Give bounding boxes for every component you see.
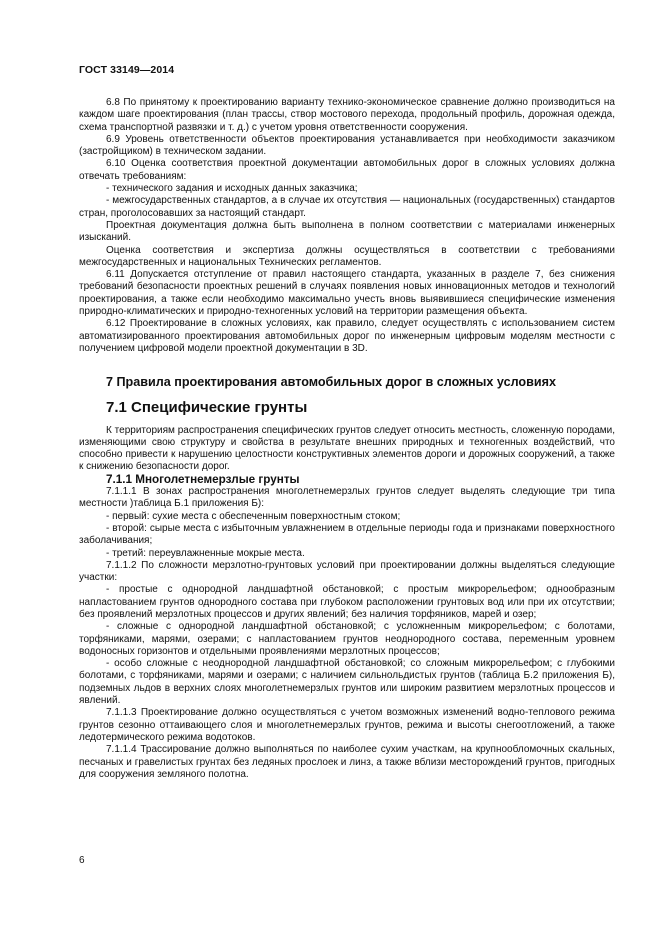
paragraph: Проектная документация должна быть выполнена в полном соответствии с материалами инженерных изысканий. bbox=[79, 219, 615, 244]
paragraph: 7.1.1.4 Трассирование должно выполняться по наиболее сухим участкам, на крупнообломочных скальных, песчаных и гравелистых грунтах без ледяных прослоек и линз, а также вблизи месторождений грунтов, пригодных для сооружения земляного полотна. bbox=[79, 744, 615, 780]
paragraph: 7.1.1.2 По сложности мерзлотно-грунтовых условий при проектировании должны выделяться следующие участки: bbox=[79, 559, 615, 584]
page-number: 6 bbox=[79, 855, 85, 866]
paragraph: 6.9 Уровень ответственности объектов проектирования устанавливается при необходимости заказчиком (застройщиком) в техническом задании. bbox=[79, 133, 615, 158]
paragraphs-section-7 bbox=[79, 486, 615, 781]
paragraph: 6.11 Допускается отступление от правил настоящего стандарта, указанных в разделе 7, без снижения требований безопасности проектных решений в случаях появления новых инновационных методов и технологий проектирования, а также если необходимо максимально учесть вновь выявившиеся специфические изменения природно-климатических и природно-техногенных условий на территории размещения объекта. bbox=[79, 269, 615, 318]
list-item: - сложные с однородной ландшафтной обстановкой; с усложненным микрорельефом; с болотами, торфяниками, марями, озерами; с напластованием грунтов неоднородного состава, переменным уровнем водоносных горизонтов и отдельными проявлениями мерзлотных процессов; bbox=[79, 621, 615, 657]
list-item: - второй: сырые места с избыточным увлажнением в отдельные периоды года и признаками поверхностного заболачивания; bbox=[79, 522, 615, 547]
list-item: - первый: сухие места с обеспеченным поверхностным стоком; bbox=[106, 510, 401, 522]
document-body bbox=[79, 97, 615, 781]
subsection-title: 7.1 Специфические грунты bbox=[106, 399, 308, 417]
subsubsection-title: 7.1.1 Многолетнемерзлые грунты bbox=[106, 472, 300, 486]
paragraph: 6.8 По принятому к проектированию варианту технико-экономическое сравнение должно производиться на каждом шаге проектирования (план трассы, створ мостового перехода, продольный профиль, дорожная одежда, схема транспортной развязки и т. д.) с учетом уровня ответственности сооружения. bbox=[79, 97, 615, 133]
list-item: - особо сложные с неоднородной ландшафтной обстановкой; со сложным микрорельефом; с глубокими болотами, с торфяниками, марями и озерами; с наличием сильнольдистых грунтов (таблица Б.2 приложения Б), подземных льдов в верхних слоях многолетнемерзлых грунтов или широким развитием мерзлотных процессов и явлений. bbox=[79, 658, 615, 707]
paragraph: Оценка соответствия и экспертиза должны осуществляться в соответствии с требованиями межгосударственных и национальных Технических регламентов. bbox=[79, 244, 615, 268]
list-item: - межгосударственных стандартов, а в случае их отсутствия — национальных (государственных) стандартов стран, проголосовавших за настоящий стандарт. bbox=[79, 195, 615, 219]
paragraph: 7.1.1.1 В зонах распространения многолетнемерзлых грунтов следует выделять следующие три типа местности )таблица Б.1 приложения Б): bbox=[79, 486, 615, 510]
paragraphs-section-6 bbox=[79, 97, 615, 355]
paragraph: 6.10 Оценка соответствия проектной документации автомобильных дорог в сложных условиях должна отвечать требованиям: bbox=[79, 158, 615, 182]
paragraph: 7.1.1.3 Проектирование должно осуществляться с учетом возможных изменений водно-теплового режима грунтов сезонно оттаивающего слоя и многолетнемерзлых грунтов, режима и высоты снегоотложений, а также ледотермического режима водотоков. bbox=[79, 707, 615, 743]
paragraph: 6.12 Проектирование в сложных условиях, как правило, следует осуществлять с использованием систем автоматизированного проектирования автомобильных дорог по инженерным цифровым моделям местности с получением цифровой модели проектной документации в 3D. bbox=[79, 318, 615, 354]
list-item: - третий: переувлажненные мокрые места. bbox=[106, 547, 305, 559]
list-item: - технического задания и исходных данных заказчика; bbox=[106, 183, 358, 195]
section-title: 7 Правила проектирования автомобильных дорог в сложных условиях bbox=[106, 375, 556, 390]
document-header: ГОСТ 33149—2014 bbox=[79, 64, 175, 76]
paragraph: К территориям распространения специфических грунтов следует относить местность, сложенную породами, изменяющими свою структуру и свойства в результате внешних природных и техногенных воздействий, что способно привести к нарушению целостности конструктивных элементов дороги и дорожных сооружений, а также к снижению безопасности дорог. bbox=[79, 424, 615, 473]
list-item: - простые с однородной ландшафтной обстановкой; с простым микрорельефом; однообразным напластованием грунтов однородного состава при глубоком расположении грунтовых вод или при их отсутствии; без проявлений мерзлотных процессов и других явлений; без наличия торфяников, марей и озер; bbox=[79, 584, 615, 620]
